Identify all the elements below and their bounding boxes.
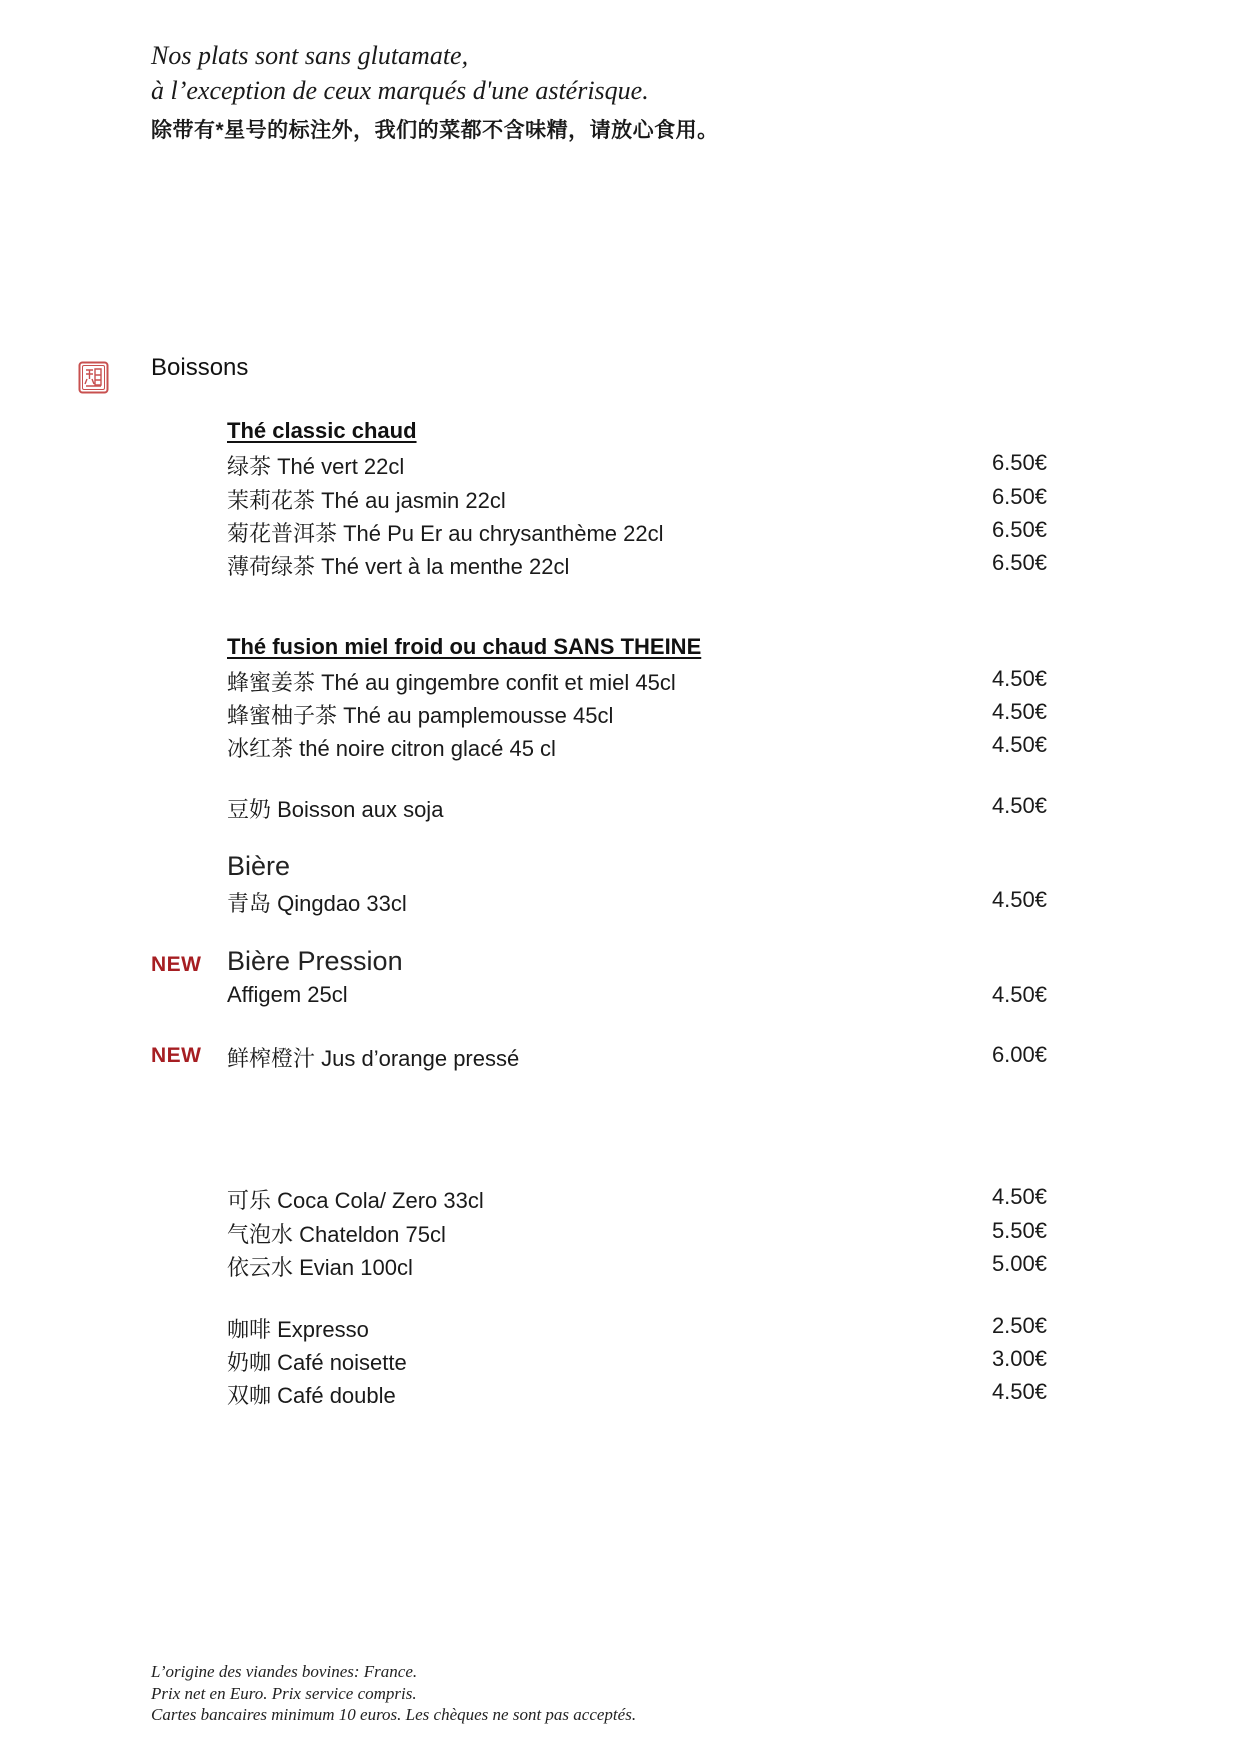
glutamate-notice-line1: Nos plats sont sans glutamate, xyxy=(151,41,469,70)
item-price: 4.50€ xyxy=(991,666,1047,691)
item-price: 4.50€ xyxy=(991,732,1047,757)
menu-item xyxy=(227,517,1047,547)
footer-notes xyxy=(151,1661,636,1726)
item-name: 鲜榨橙汁 Jus d’orange pressé xyxy=(227,1046,520,1071)
item-name: 气泡水 Chateldon 75cl xyxy=(227,1222,446,1247)
item-name: 蜂蜜柚子茶 Thé au pamplemousse 45cl xyxy=(227,703,614,728)
group-title-the-fusion: Thé fusion miel froid ou chaud SANS THEINE xyxy=(227,634,702,659)
item-name: 咖啡 Expresso xyxy=(227,1317,369,1342)
menu-item xyxy=(227,484,1047,514)
item-name: 菊花普洱茶 Thé Pu Er au chrysanthème 22cl xyxy=(227,521,664,546)
item-name: 豆奶 Boisson aux soja xyxy=(227,797,444,822)
menu-item xyxy=(227,1251,1047,1281)
menu-item xyxy=(227,887,1047,917)
glutamate-notice xyxy=(151,38,951,108)
menu-item xyxy=(227,793,1047,823)
item-name: 茉莉花茶 Thé au jasmin 22cl xyxy=(227,488,506,513)
item-price: 4.50€ xyxy=(991,982,1047,1007)
item-price: 4.50€ xyxy=(991,887,1047,912)
item-price: 6.50€ xyxy=(991,484,1047,509)
new-badge: NEW xyxy=(151,1044,202,1067)
item-price: 4.50€ xyxy=(991,699,1047,724)
item-name: 绿茶 Thé vert 22cl xyxy=(227,454,405,479)
menu-item xyxy=(227,666,1047,696)
footer-line: Prix net en Euro. Prix service compris. xyxy=(151,1683,417,1703)
item-price: 3.00€ xyxy=(991,1346,1047,1371)
group-title-the-classic: Thé classic chaud xyxy=(227,418,417,443)
section-title: Boissons xyxy=(151,354,249,381)
glutamate-notice-line2: à l’exception de ceux marqués d'une astérisque. xyxy=(151,76,649,105)
red-seal-icon xyxy=(78,361,109,394)
item-price: 6.00€ xyxy=(991,1042,1047,1067)
menu-item xyxy=(227,1218,1047,1248)
item-name: 冰红茶 thé noire citron glacé 45 cl xyxy=(227,736,556,761)
new-badge: NEW xyxy=(151,953,202,976)
item-name: 蜂蜜姜茶 Thé au gingembre confit et miel 45cl xyxy=(227,670,676,695)
menu-item xyxy=(227,699,1047,729)
item-name: 可乐 Coca Cola/ Zero 33cl xyxy=(227,1188,484,1213)
item-name: 奶咖 Café noisette xyxy=(227,1350,407,1375)
menu-item xyxy=(227,1379,1047,1409)
menu-item xyxy=(227,1346,1047,1376)
group-title-biere: Bière xyxy=(227,851,291,881)
footer-line: Cartes bancaires minimum 10 euros. Les chèques ne sont pas acceptés. xyxy=(151,1705,637,1724)
item-name: 双咖 Café double xyxy=(227,1383,396,1408)
item-price: 5.00€ xyxy=(991,1251,1047,1276)
menu-item xyxy=(227,450,1047,480)
item-price: 4.50€ xyxy=(991,1184,1047,1209)
item-name: 青岛 Qingdao 33cl xyxy=(227,891,407,916)
item-name: 薄荷绿茶 Thé vert à la menthe 22cl xyxy=(227,554,570,579)
item-price: 6.50€ xyxy=(991,450,1047,475)
menu-item xyxy=(227,1184,1047,1214)
item-price: 6.50€ xyxy=(991,550,1047,575)
item-price: 6.50€ xyxy=(991,517,1047,542)
item-price: 4.50€ xyxy=(991,793,1047,818)
menu-item xyxy=(227,982,1047,1012)
menu-item xyxy=(227,550,1047,580)
glutamate-notice-chinese: 除带有*星号的标注外，我们的菜都不含味精，请放心食用。 xyxy=(151,119,719,142)
footer-line: L’origine des viandes bovines: France. xyxy=(151,1662,418,1681)
item-name: 依云水 Evian 100cl xyxy=(227,1255,413,1280)
menu-item xyxy=(227,1313,1047,1343)
menu-item xyxy=(227,1042,1047,1072)
group-title-biere-pression: Bière Pression xyxy=(227,946,403,976)
item-price: 5.50€ xyxy=(991,1218,1047,1243)
item-name: Affigem 25cl xyxy=(227,982,348,1007)
item-price: 2.50€ xyxy=(991,1313,1047,1338)
menu-item xyxy=(227,732,1047,762)
item-price: 4.50€ xyxy=(991,1379,1047,1404)
